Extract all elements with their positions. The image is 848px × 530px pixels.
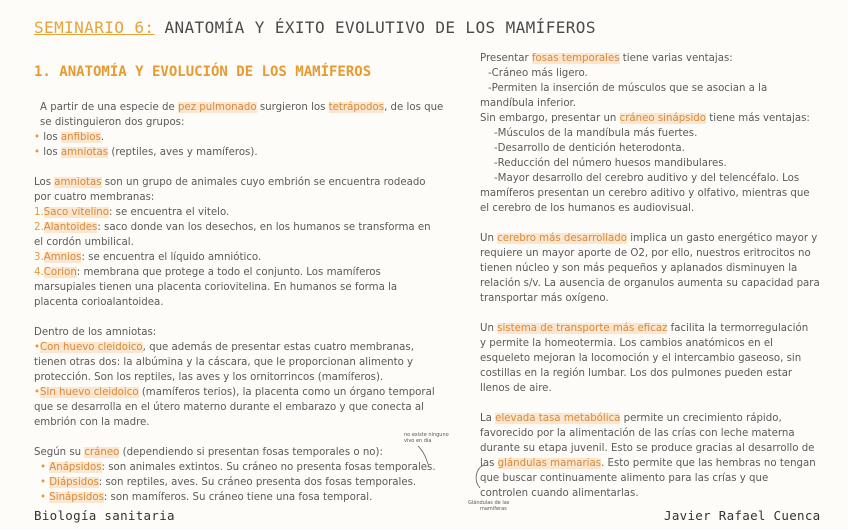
cerebro-line-2: requiere un mayor aporte de O2, por ello, nuestros eritrocitos no [480,248,811,259]
fosas-adv-1: -Cráneo más ligero. [488,68,588,79]
membrane-3: 3.Amnios: se encuentra el líquido amniótico. [34,252,262,263]
amniotas-paragraph: Los amniotas son un grupo de animales cuyo embrión se encuentra rodeado [34,177,426,188]
intro-line: A partir de una especie de pez pulmonado surgieron los tetrápodos, de los que [40,102,444,113]
skull-synapsid: • Sinápsidos: son mamíferos. Su cráneo tiene una fosa temporal. [40,492,373,503]
bullet-amniotas: • los amniotas (reptiles, aves y mamíferos). [34,147,258,158]
cleidoico-yes-3: protección. Son los reptiles, las aves y los ornitorrincos (mamíferos). [34,372,384,383]
metabolica-line: La elevada tasa metabólica permite un crecimiento rápido, [480,413,782,424]
transporte-line-4: costillas en la región lumbar. Los dos pulmones pueden estar [480,368,793,379]
membrane-1: 1.Saco vitelino: se encuentra el vitelo. [34,207,230,218]
sinapsido-adv-4: -Mayor desarrollo del cerebro auditivo y del telencéfalo. Los [494,173,800,184]
intro-line-2: se distinguieron dos grupos: [40,117,185,128]
cerebro-line-5: transportar más oxígeno. [480,293,609,304]
section-heading: 1. ANATOMÍA Y EVOLUCIÓN DE LOS MAMÍFEROS [34,64,372,80]
skull-diapsid: • Diápsidos: son reptiles, aves. Su cráneo presenta dos fosas temporales. [40,477,417,488]
metabolica-line-2: favorecido por la alimentación de las crías con leche materna [480,428,795,439]
cleidoico-yes-2: tienen otras dos: la albúmina y la cáscara, que le proporcionan alimento y [34,357,414,368]
sinapsido-intro: Sin embargo, presentar un cráneo sinápsido tiene más ventajas: [480,113,810,124]
membrane-2-cont: el cordón umbilical. [34,237,134,248]
amniotas-paragraph-2: por cuatro membranas: [34,192,155,203]
sinapsido-adv-2: -Desarrollo de dentición heterodonta. [494,143,685,154]
metabolica-line-6: controlen cuando alimentarlas. [480,488,639,499]
bullet-anfibios: • los anfibios. [34,132,105,143]
seminar-label: SEMINARIO 6: [34,18,155,37]
cerebro-line-3: tienen núcleo y son más pequeños y aplanados disminuyen la [480,263,798,274]
sinapsido-adv-4-cont: mamíferos presentan un cerebro aditivo y olfativo, mientras que [480,188,810,199]
sinapsido-adv-3: -Reducción del número huesos mandibulares. [494,158,727,169]
membrane-4: 4.Corion: membrana que protege a todo el conjunto. Los mamíferos [34,267,381,278]
membrane-4-cont-2: placenta corioalantoidea. [34,297,164,308]
cleidoico-yes: •Con huevo cleidoico, que además de presentar estas cuatro membranas, [34,342,414,353]
fosas-intro: Presentar fosas temporales tiene varias ventajas: [480,53,733,64]
sinapsido-adv-1: -Músculos de la mandíbula más fuertes. [494,128,698,139]
cleidoico-no-3: embrión con la madre. [34,417,150,428]
margin-note-glands: Glándulas de las mamiferas [468,500,510,512]
metabolica-line-3: durante su etapa juvenil. Esto se produce gracias al desarrollo de [480,443,815,454]
metabolica-line-4: las glándulas mamarias. Esto permite que las hembras no tengan [480,458,816,469]
skull-anapsid: • Anápsidos: son animales extintos. Su cráneo no presenta fosas temporales. [40,462,436,473]
transporte-line-5: llenos de aire. [480,383,552,394]
membrane-2: 2.Alantoides: saco donde van los desechos, en los humanos se transforma en [34,222,431,233]
transporte-line: Un sistema de transporte más eficaz facilita la termorregulación [480,323,809,334]
seminar-topic: ANATOMÍA Y ÉXITO EVOLUTIVO DE LOS MAMÍFEROS [164,18,596,37]
cerebro-line: Un cerebro más desarrollado implica un gasto energético mayor y [480,233,818,244]
fosas-adv-2: -Permiten la inserción de músculos que se asocian a la [488,83,768,94]
fosas-adv-2-cont: mandíbula inferior. [480,98,577,109]
transporte-line-2: y permite la homeotermia. Los cambios anatómicos en el [480,338,773,349]
footer-subject: Biología sanitaria [34,508,175,523]
skull-intro: Según su cráneo (dependiendo si presentan fosas temporales o no): [34,447,383,458]
transporte-line-3: esqueleto mejoran la locomoción y el intercambio gaseoso, sin [480,353,802,364]
cleidoico-no-2: que se desarrolla en el útero materno durante el embarazo y que conecta al [34,402,424,413]
sinapsido-adv-4-cont-2: el cerebro de los humanos es audiovisual. [480,203,695,214]
footer-author: Javier Rafael Cuenca [664,508,821,523]
right-column [480,51,820,501]
metabolica-line-5: que buscar continuamente alimento para las crías y que [480,473,769,484]
cleidoico-no: •Sin huevo cleidoico (mamíferos terios), la placenta como un órgano temporal [34,387,435,398]
amniotas-sub-intro: Dentro de los amniotas: [34,327,157,338]
membrane-4-cont: marsupiales tienen una placenta coriovitelina. En humanos se forma la [34,282,398,293]
cerebro-line-4: relación s/v. La ausencia de organulos aumenta su capacidad para [480,278,820,289]
margin-note-extinct: no existe ninguno vivo en día [404,432,449,444]
